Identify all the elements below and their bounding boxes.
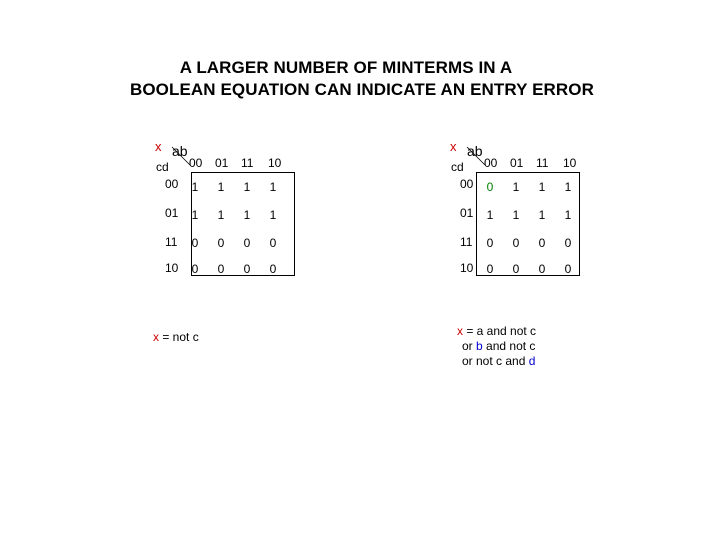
kmap-cell: 0 (217, 236, 225, 250)
kmap-cell: 1 (269, 208, 277, 222)
kmap-cell: 1 (191, 180, 199, 194)
kmap-cell: 0 (486, 262, 494, 276)
kmap-cell: 1 (538, 208, 546, 222)
expression-var-d: d (528, 354, 536, 368)
kmap-cell: 1 (217, 208, 225, 222)
row-variables-label: cd (156, 160, 169, 174)
kmap-cell: 1 (486, 208, 494, 222)
col-header: 11 (536, 156, 549, 170)
kmap-cell: 0 (512, 262, 520, 276)
row-header: 00 (460, 177, 474, 191)
kmap-cell: 1 (564, 180, 572, 194)
expression-text: or (462, 339, 477, 353)
output-label: x (155, 139, 162, 154)
kmap-cell: 1 (217, 180, 225, 194)
kmap-cell: 0 (564, 262, 572, 276)
kmap-cell: 0 (243, 236, 251, 250)
expression-right (457, 324, 536, 369)
col-header: 01 (510, 156, 524, 170)
kmap-cell: 0 (512, 236, 520, 250)
kmap-cell: 1 (269, 180, 277, 194)
expression-text: and not c (482, 339, 536, 353)
col-header: 11 (241, 156, 254, 170)
kmap-cell: 0 (191, 236, 199, 250)
kmap-cell: 0 (243, 262, 251, 276)
col-header: 01 (215, 156, 229, 170)
column-variables-label: ab (467, 143, 483, 159)
diagonal-divider (466, 143, 486, 166)
kmap-cell: 0 (269, 236, 277, 250)
col-header: 10 (563, 156, 577, 170)
kmap-cell: 0 (538, 262, 546, 276)
row-header: 01 (460, 206, 474, 220)
col-header: 10 (268, 156, 282, 170)
expression-var-b: b (476, 339, 483, 353)
kmap-cell: 1 (512, 208, 520, 222)
kmap-cell: 0 (486, 236, 494, 250)
row-header: 01 (165, 206, 179, 220)
kmap-cell: 0 (538, 236, 546, 250)
kmap-cell: 0 (564, 236, 572, 250)
karnaugh-map-left (155, 140, 455, 300)
kmap-cell: 1 (564, 208, 572, 222)
diagonal-divider (171, 143, 191, 166)
row-header: 11 (165, 235, 178, 249)
kmap-cell: 0 (217, 262, 225, 276)
expression-text: = not c (159, 330, 199, 344)
column-variables-label: ab (172, 143, 188, 159)
row-variables-label: cd (451, 160, 464, 174)
kmap-cell: 1 (512, 180, 520, 194)
row-header: 10 (165, 261, 179, 275)
row-header: 10 (460, 261, 474, 275)
expression-output-var: x (457, 324, 463, 338)
page-title-line-1: A LARGER NUMBER OF MINTERMS IN A (179, 58, 513, 77)
expression-text: = a and not c (463, 324, 537, 338)
row-header: 00 (165, 177, 179, 191)
kmap-cell: 0 (486, 180, 494, 194)
kmap-cell: 1 (538, 180, 546, 194)
kmap-cell: 1 (243, 180, 251, 194)
row-header: 11 (460, 235, 473, 249)
col-header: 00 (189, 156, 203, 170)
expression-output-var: x (153, 330, 159, 344)
expression-left (153, 330, 199, 345)
expression-text: or not c and (462, 354, 529, 368)
karnaugh-map-right (450, 140, 720, 300)
col-header: 00 (484, 156, 498, 170)
output-label: x (450, 139, 457, 154)
kmap-cell: 1 (243, 208, 251, 222)
kmap-cell: 0 (191, 262, 199, 276)
page-title-line-2: BOOLEAN EQUATION CAN INDICATE AN ENTRY ERROR (129, 80, 595, 99)
kmap-cell: 1 (191, 208, 199, 222)
kmap-cell: 0 (269, 262, 277, 276)
